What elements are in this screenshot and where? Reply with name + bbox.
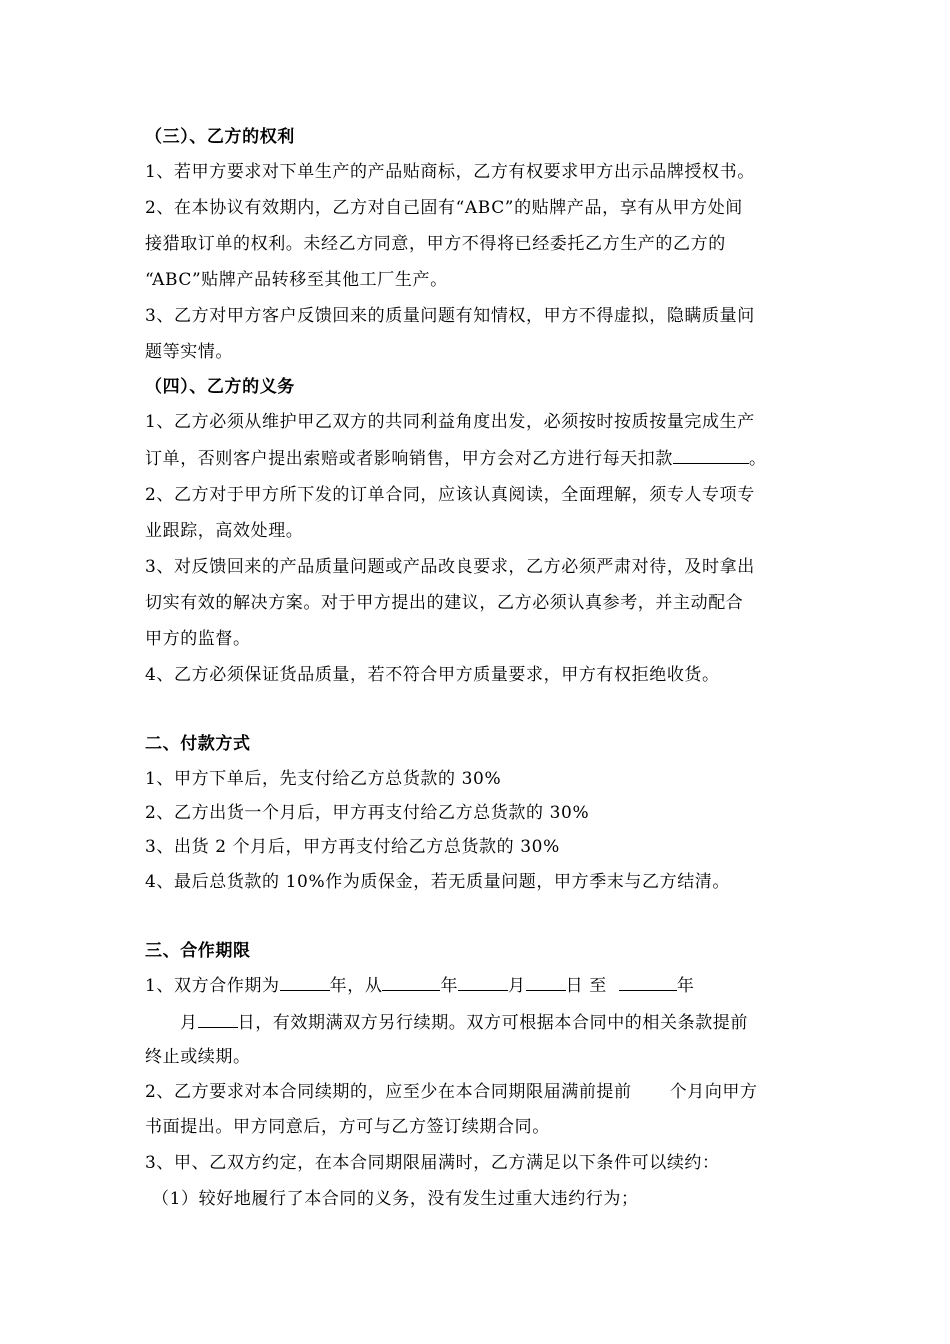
paragraph-text: 月 bbox=[508, 976, 526, 996]
paragraph-text: 年 bbox=[440, 976, 459, 996]
section-heading-payment: 二、付款方式 bbox=[145, 734, 251, 754]
section-heading-party-b-rights: （三）、乙方的权利 bbox=[145, 127, 295, 147]
paragraph-text: 日，有效期满双方另行续期。双方可根据本合同中的相关条款提前 bbox=[237, 1013, 749, 1033]
fill-in-blank-end-year[interactable] bbox=[619, 974, 677, 991]
paragraph-text: 个月向甲方 bbox=[669, 1082, 758, 1102]
fill-in-blank-start-day[interactable] bbox=[526, 974, 566, 991]
paragraph-line: 1、乙方必须从维护甲乙双方的共同利益角度出发，必须按时按质按量完成生产 bbox=[145, 412, 755, 432]
paragraph-line: 4、乙方必须保证货品质量，若不符合甲方质量要求，甲方有权拒绝收货。 bbox=[145, 665, 720, 685]
paragraph-line: “ABC”贴牌产品转移至其他工厂生产。 bbox=[145, 270, 448, 290]
paragraph-text: 年，从 bbox=[329, 976, 383, 996]
paragraph-line: （1）较好地履行了本合同的义务，没有发生过重大违约行为； bbox=[152, 1189, 639, 1209]
paragraph-line: 4、最后总货款的 10%作为质保金，若无质量问题，甲方季末与乙方结清。 bbox=[145, 872, 731, 892]
paragraph-line: 甲方的监督。 bbox=[145, 629, 251, 649]
paragraph-line: 3、乙方对甲方客户反馈回来的质量问题有知情权，甲方不得虚拟，隐瞒质量问 bbox=[145, 306, 755, 326]
paragraph-line: 题等实情。 bbox=[145, 342, 233, 362]
paragraph-line: 1、若甲方要求对下单生产的产品贴商标，乙方有权要求甲方出示品牌授权书。 bbox=[145, 162, 755, 182]
paragraph-line: 3、对反馈回来的产品质量问题或产品改良要求，乙方必须严肃对待，及时拿出 bbox=[145, 557, 755, 577]
paragraph-line: 3、甲、乙双方约定，在本合同期限届满时，乙方满足以下条件可以续约： bbox=[145, 1153, 720, 1173]
paragraph-text: 年 bbox=[676, 976, 695, 996]
paragraph-line: 书面提出。甲方同意后，方可与乙方签订续期合同。 bbox=[145, 1117, 550, 1137]
fill-in-blank-start-month[interactable] bbox=[458, 974, 508, 991]
paragraph-line: 业跟踪，高效处理。 bbox=[145, 521, 304, 541]
paragraph-line-with-blanks bbox=[180, 1011, 748, 1034]
paragraph-text: 。 bbox=[749, 449, 767, 469]
paragraph-line: 接猎取订单的权利。未经乙方同意，甲方不得将已经委托乙方生产的乙方的 bbox=[145, 234, 726, 254]
paragraph-text: 订单，否则客户提出索赔或者影响销售，甲方会对乙方进行每天扣款 bbox=[145, 449, 673, 469]
fill-in-blank-years[interactable] bbox=[280, 974, 330, 991]
paragraph-text: 2、乙方要求对本合同续期的，应至少在本合同期限届满前提前 bbox=[145, 1082, 632, 1102]
paragraph-line-with-blanks bbox=[145, 974, 694, 997]
paragraph-line-with-blank bbox=[145, 447, 767, 470]
paragraph-line: 切实有效的解决方案。对于甲方提出的建议，乙方必须认真参考，并主动配合 bbox=[145, 593, 744, 613]
paragraph-text: 1、双方合作期为 bbox=[145, 976, 280, 996]
fill-in-blank-start-year[interactable] bbox=[382, 974, 440, 991]
paragraph-line: 2、乙方出货一个月后，甲方再支付给乙方总货款的 30% bbox=[145, 803, 590, 823]
paragraph-line: 1、甲方下单后，先支付给乙方总货款的 30% bbox=[145, 769, 502, 789]
paragraph-line: 2、乙方对于甲方所下发的订单合同，应该认真阅读，全面理解，须专人专项专 bbox=[145, 485, 755, 505]
paragraph-line: 终止或续期。 bbox=[145, 1047, 251, 1067]
paragraph-text: 月 bbox=[180, 1013, 198, 1033]
paragraph-line: 3、出货 2 个月后，甲方再支付给乙方总货款的 30% bbox=[145, 837, 560, 857]
section-heading-party-b-obligations: （四）、乙方的义务 bbox=[145, 377, 295, 397]
paragraph-text: 日 至 bbox=[565, 976, 607, 996]
fill-in-blank[interactable] bbox=[673, 447, 749, 464]
fill-in-blank-end-month[interactable] bbox=[198, 1011, 238, 1028]
paragraph-line: 2、在本协议有效期内，乙方对自己固有“ABC”的贴牌产品，享有从甲方处间 bbox=[145, 198, 743, 218]
paragraph-line-with-gap bbox=[145, 1081, 758, 1103]
section-heading-term: 三、合作期限 bbox=[145, 941, 251, 961]
